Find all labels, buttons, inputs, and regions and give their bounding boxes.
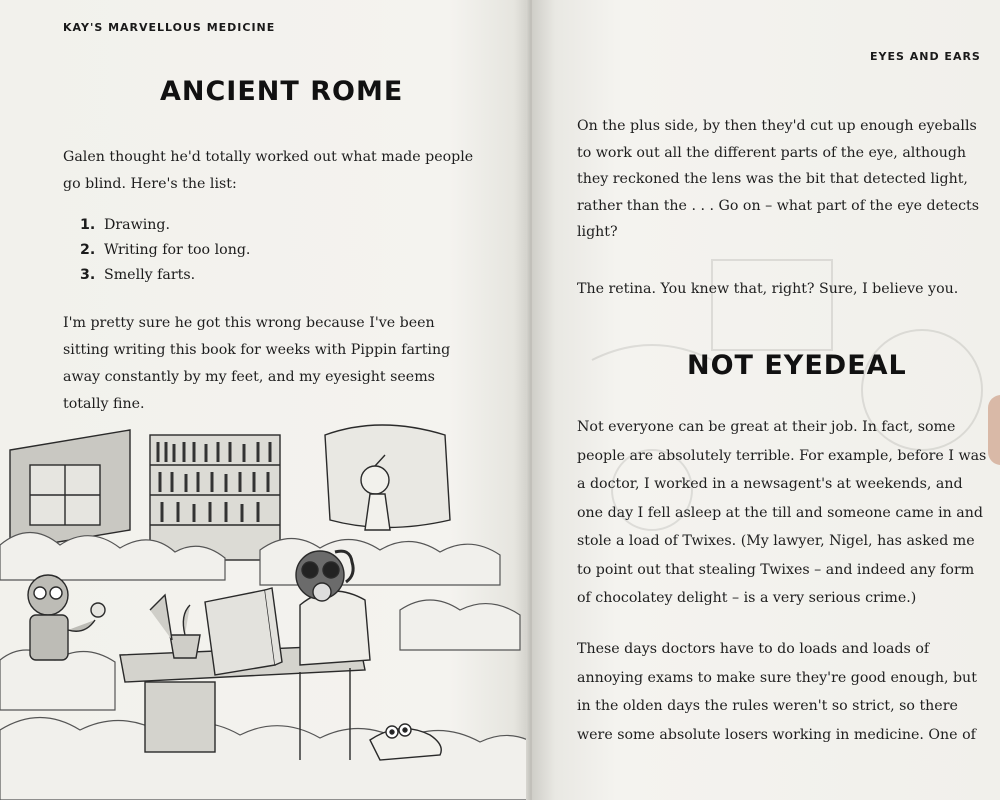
text-line: of chocolatey delight – is a very serious crime.)	[577, 590, 917, 606]
text-line: Not everyone can be great at their job. In fact, some	[577, 419, 956, 435]
right-page	[532, 0, 1000, 800]
text-line: one day I fell asleep at the till and someone came in and	[577, 504, 983, 521]
dog-shape	[370, 724, 441, 760]
text-line: to point out that stealing Twixes – and indeed any form	[577, 561, 975, 578]
text-line: On the plus side, by then they'd cut up enough eyeballs	[577, 118, 977, 134]
monitor-shape	[205, 588, 282, 675]
robot-shape	[28, 575, 105, 660]
section-heading-not-eyedeal: NOT EYEDEAL	[687, 350, 907, 381]
intro-paragraph	[63, 144, 483, 198]
text-line: light?	[577, 224, 618, 240]
list-number: 1.	[80, 217, 96, 233]
running-head-right: EYES AND EARS	[870, 50, 981, 63]
text-line: a doctor, I worked in a newsagent's at weekends, and	[577, 476, 963, 492]
list-item	[80, 238, 250, 263]
text-line: away constantly by my feet, and my eyesight seems	[63, 369, 435, 385]
text-line: stole a load of Twixes. (My lawyer, Nigel, has asked me	[577, 533, 975, 549]
section-heading-ancient-rome: ANCIENT ROME	[160, 76, 404, 107]
list-number: 3.	[80, 267, 96, 283]
text-line: they reckoned the lens was the bit that detected light,	[577, 171, 968, 187]
text-line: were some absolute losers working in medicine. One of	[577, 726, 976, 743]
text-line: I'm pretty sure he got this wrong because I've been	[63, 315, 435, 331]
list-item	[80, 263, 250, 288]
list-text: Writing for too long.	[104, 242, 251, 258]
bookshelf-shape	[150, 435, 280, 560]
text-line: to work out all the different parts of the eye, although	[577, 144, 967, 161]
text-line: Galen thought he'd totally worked out what made people	[63, 149, 474, 165]
text-line: go blind. Here's the list:	[63, 176, 237, 192]
text-line: people are absolutely terrible. For example, before I was	[577, 447, 987, 464]
retina-paragraph	[577, 276, 987, 303]
illustration-doctor-writing	[0, 410, 528, 800]
eyesight-paragraph	[63, 310, 483, 418]
running-head-left: KAY'S MARVELLOUS MEDICINE	[63, 21, 276, 34]
not-everyone-paragraph	[577, 413, 992, 613]
these-days-paragraph	[577, 635, 992, 749]
plant-pot-shape	[150, 595, 200, 658]
list-item	[80, 213, 250, 238]
text-line: These days doctors have to do loads and loads of	[577, 641, 930, 657]
thumb-shape	[988, 395, 1000, 465]
text-line: rather than the . . . Go on – what part of the eye detects	[577, 197, 980, 214]
list-number: 2.	[80, 242, 96, 258]
text-line: totally fine.	[63, 396, 145, 412]
list-text: Smelly farts.	[104, 267, 196, 283]
causes-list	[80, 213, 250, 288]
plus-side-paragraph	[577, 113, 987, 246]
text-line: annoying exams to make sure they're good enough, but	[577, 669, 977, 686]
text-line: sitting writing this book for weeks with Pippin farting	[63, 342, 451, 358]
text-line: The retina. You knew that, right? Sure, I believe you.	[577, 281, 959, 297]
text-line: in the olden days the rules weren't so strict, so there	[577, 698, 958, 714]
list-text: Drawing.	[104, 217, 171, 233]
picture-frame-shape	[325, 425, 450, 530]
